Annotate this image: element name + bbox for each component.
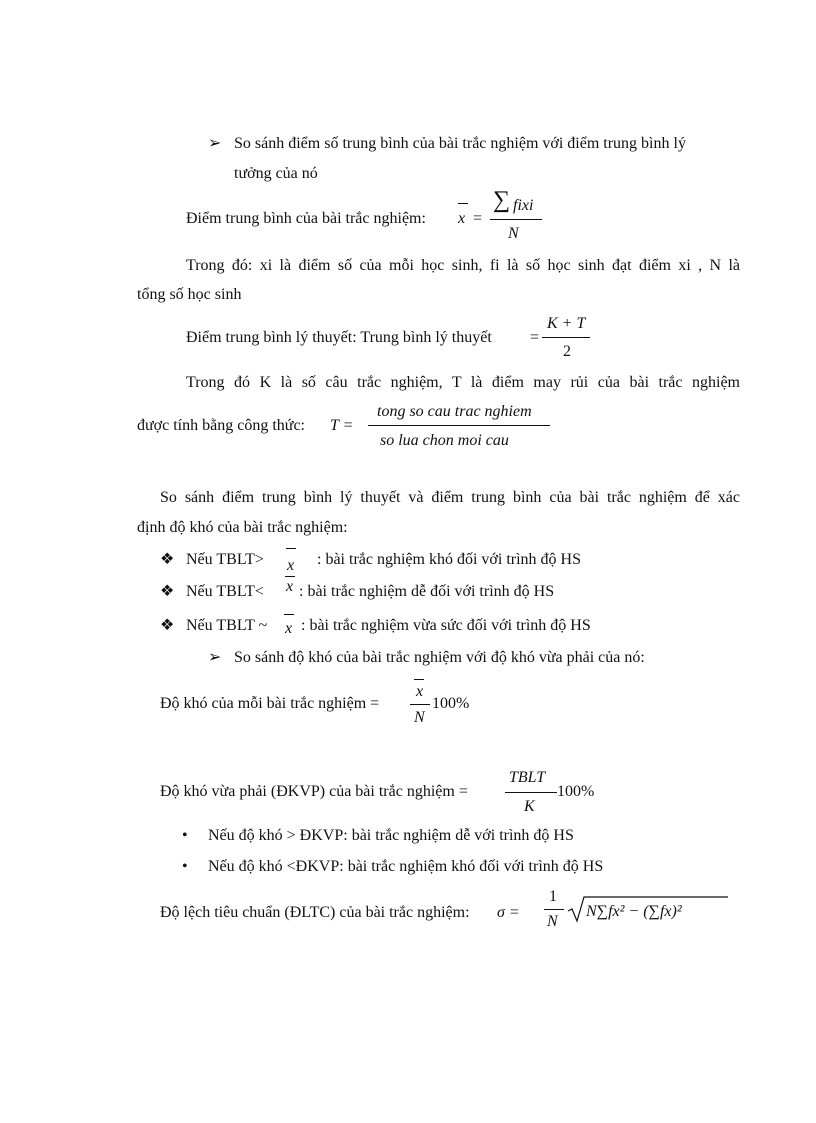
- sum-symbol: ∑: [493, 187, 511, 213]
- compare-item-3-post: : bài trắc nghiệm vừa sức đối với trình độ HS: [301, 617, 591, 634]
- section-heading-2: So sánh độ khó của bài trắc nghiệm với độ khó vừa phải của nó:: [234, 649, 645, 666]
- compare-item-1-post: : bài trắc nghiệm khó đối với trình độ HS: [317, 551, 581, 568]
- mean-denominator: N: [508, 225, 519, 242]
- arrow-bullet-icon: ➢: [208, 649, 222, 666]
- dkvp-fraction-bar: [505, 792, 557, 793]
- compare-item-2-pre: Nếu TBLT<: [186, 583, 264, 600]
- dkvp-label: Độ khó vừa phải (ĐKVP) của bài trắc nghiệm =: [160, 783, 468, 800]
- difficulty-label: Độ khó của mỗi bài trắc nghiệm =: [160, 695, 380, 712]
- difficulty-numerator: x: [416, 683, 424, 700]
- compare-item-2-post: : bài trắc nghiệm dễ đối với trình độ HS: [299, 583, 555, 600]
- compare-item-3-var: x: [285, 620, 293, 637]
- difficulty-suffix: 100%: [432, 695, 470, 712]
- t-numerator: tong so cau trac nghiem: [377, 403, 532, 420]
- compare-item-3-overline: [284, 614, 294, 615]
- stddev-fraction-bar: [544, 909, 564, 910]
- stddev-denominator: N: [547, 913, 558, 930]
- dkvp-suffix: 100%: [557, 783, 595, 800]
- x-bar-overline: [458, 203, 468, 204]
- compare-item-3-pre: Nếu TBLT ~: [186, 617, 268, 634]
- where-paragraph-line1: Trong đó: xi là điểm số của mỗi học sinh, fi là số học sinh đạt điểm xi , N là: [186, 257, 740, 274]
- stddev-label: Độ lệch tiêu chuẩn (ĐLTC) của bài trắc nghiệm:: [160, 904, 470, 921]
- theory-mean-fraction-bar: [542, 337, 590, 338]
- mean-formula-label: Điểm trung bình của bài trắc nghiệm:: [186, 210, 426, 227]
- bullet-dot-icon: •: [182, 858, 188, 875]
- compare-item-1-overline: [286, 548, 296, 549]
- theory-mean-eq: =: [530, 329, 540, 346]
- compare-line1: So sánh điểm trung bình lý thuyết và điểm trung bình của bài trắc nghiệm để xác: [160, 489, 740, 506]
- difficulty-denominator: N: [414, 709, 425, 726]
- dkvp-item-1: Nếu độ khó > ĐKVP: bài trắc nghiệm dễ với trình độ HS: [208, 827, 574, 844]
- dkvp-numerator: TBLT: [509, 769, 546, 786]
- bullet-dot-icon: •: [182, 827, 188, 844]
- formula-label: được tính bằng công thức:: [137, 417, 305, 434]
- t-lhs: T =: [330, 417, 354, 434]
- difficulty-fraction-bar: [410, 704, 430, 705]
- arrow-bullet-icon: ➢: [208, 135, 222, 152]
- where2-line1: Trong đó K là số câu trắc nghiệm, T là điểm may rủi của bài trắc nghiệm: [186, 374, 740, 391]
- t-denominator: so lua chon moi cau: [380, 432, 509, 449]
- where-paragraph-line2: tổng số học sinh: [137, 286, 242, 303]
- diamond-bullet-icon: ❖: [160, 551, 175, 568]
- t-fraction-bar: [368, 425, 550, 426]
- stddev-root-expression: N∑fx² − (∑fx)²: [586, 903, 682, 920]
- theory-mean-label: Điểm trung bình lý thuyết: Trung bình lý thuyết: [186, 329, 492, 346]
- mean-lhs: x: [458, 210, 466, 227]
- compare-item-2-var: x: [286, 578, 294, 595]
- dkvp-item-2: Nếu độ khó <ĐKVP: bài trắc nghiệm khó đối với trình độ HS: [208, 858, 604, 875]
- theory-mean-numerator: K + T: [547, 315, 586, 332]
- mean-eq: =: [473, 210, 483, 227]
- stddev-lhs: σ =: [497, 904, 520, 921]
- diamond-bullet-icon: ❖: [160, 583, 175, 600]
- difficulty-overline: [414, 679, 424, 680]
- mean-numerator: fixi: [513, 197, 534, 214]
- section-heading-1-cont: tưởng của nó: [234, 165, 318, 182]
- theory-mean-denominator: 2: [563, 343, 571, 360]
- section-heading-1: So sánh điểm số trung bình của bài trắc nghiệm với điểm trung bình lý: [234, 135, 686, 152]
- compare-item-1-var: x: [287, 557, 295, 574]
- dkvp-denominator: K: [524, 798, 535, 815]
- mean-fraction-bar: [490, 219, 542, 220]
- compare-line2: định độ khó của bài trắc nghiệm:: [137, 519, 348, 536]
- diamond-bullet-icon: ❖: [160, 617, 175, 634]
- stddev-numerator: 1: [549, 888, 557, 905]
- compare-item-1-pre: Nếu TBLT>: [186, 551, 264, 568]
